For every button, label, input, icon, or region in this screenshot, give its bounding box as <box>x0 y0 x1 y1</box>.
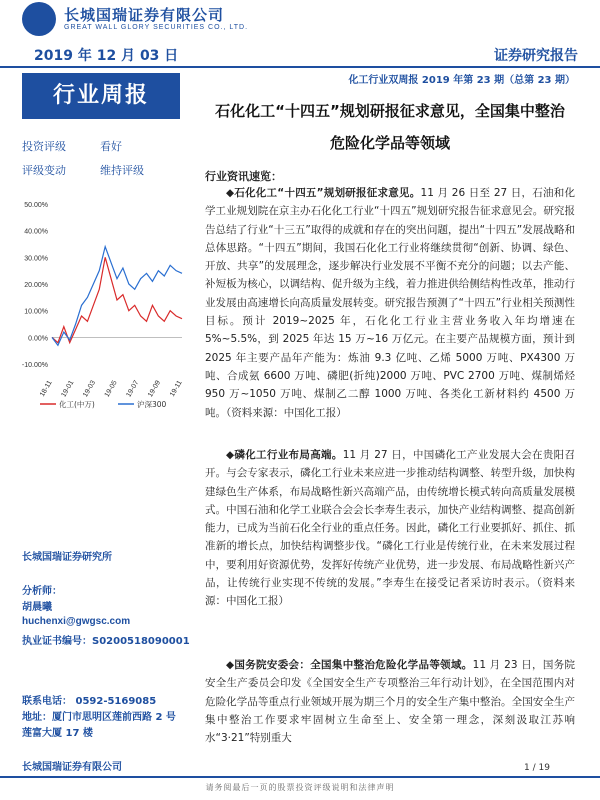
company-name-en: GREAT WALL GLORY SECURITIES CO., LTD. <box>64 24 249 31</box>
title-line-2: 危险化学品等领域 <box>329 134 450 152</box>
section-heading: 行业资讯速览： <box>205 170 282 183</box>
title-line-1: 石化化工“十四五”规划研报征求意见，全国集中整治 <box>215 102 565 120</box>
y-tick-label: 10.00% <box>24 308 48 316</box>
x-tick-label: 18-11 <box>38 379 54 399</box>
analyst-email: huchenxi@gwgsc.com <box>22 616 131 627</box>
y-tick-label: 50.00% <box>24 202 48 209</box>
rating-label: 投资评级 <box>22 140 66 153</box>
page-number: 1 / 19 <box>524 763 550 773</box>
rating-value: 维持评级 <box>100 164 144 177</box>
series-line <box>52 257 182 342</box>
article-body: 11 月 27 日，中国磷化工产业发展大会在贵阳召开。与会专家表示，磷化工行业未来应进一步推动结构调整、转型升级，加快构建绿色生产体系，布局战略性新兴高端产品，由传统增长模式转向高质量发展模式。中国石油和化学工业联合会会长李寿生表示，加快产业结构调整、提高创新能力，已成为当前石化全行业的重点任务。因此，磷化工行业要抓好、抓住、抓准新的增长点，加快结构调整步伐。“磷化工行业是传统行业，在未来发展过程中，要利用好资源优势，发挥好传统产业优势，进一步发展、布局战略性新兴产品，让传统行业实现不传统的发展。”李寿生在接受记者采访时表示。（资料来源：中国化工报） <box>205 449 576 608</box>
contact-address: 地址：厦门市思明区莲前西路 2 号 <box>22 712 176 723</box>
y-tick-label: 40.00% <box>24 228 48 236</box>
company-name-cn: 长城国瑞证券有限公司 <box>64 6 225 24</box>
rating-row <box>22 134 180 158</box>
x-tick-label: 19-09 <box>147 379 163 399</box>
y-tick-label: 0.00% <box>28 335 48 343</box>
rating-value: 看好 <box>100 140 122 153</box>
report-subtitle: 化工行业双周报 2019 年第 23 期（总第 23 期） <box>348 75 575 86</box>
news-article <box>205 446 575 611</box>
footer-divider <box>0 776 600 778</box>
y-tick-label: -10.00% <box>21 362 48 369</box>
news-article <box>205 184 575 422</box>
legend-label: 沪深300 <box>137 400 167 409</box>
legend-label: 化工(中万) <box>59 400 95 409</box>
analyst-label: 分析师： <box>22 586 62 597</box>
rating-row <box>22 158 180 182</box>
research-institute: 长城国瑞证券研究所 <box>22 552 112 563</box>
x-tick-label: 19-07 <box>125 379 141 399</box>
x-tick-label: 19-03 <box>82 379 98 399</box>
rating-table <box>22 134 180 182</box>
article-body: 11 月 23 日，国务院安全生产委员会印发《全国安全生产专项整治三年行动计划》，在全国范围内对危险化学品等重点行业领域开展为期三个月的安全生产集中整治。全国安全生产集中整治工作要求牢固树立生命至上、安全第一理念，深刻汲取江苏响水“3·21”特别重大 <box>205 659 576 745</box>
report-title <box>205 95 575 159</box>
report-type: 证券研究报告 <box>494 48 578 64</box>
article-lead: ◆磷化工行业布局高端。 <box>226 449 343 461</box>
x-tick-label: 19-05 <box>103 379 119 399</box>
article-lead: ◆石化化工“十四五”规划研报征求意见。 <box>226 187 421 199</box>
performance-chart <box>10 196 190 416</box>
news-article <box>205 656 575 747</box>
contact-address-line2: 莲富大厦 17 楼 <box>22 728 93 739</box>
company-logo-icon <box>22 2 56 36</box>
contact-phone: 联系电话： 0592-5169085 <box>22 696 157 707</box>
series-line <box>52 247 182 346</box>
rating-label: 评级变动 <box>22 164 66 177</box>
x-tick-label: 19-11 <box>168 379 184 399</box>
article-body: 11 月 26 日至 27 日，石油和化学工业规划院在京主办石化化工行业“十四五”规划研究报告征求意见会。研究报告总结了行业“十三五”取得的成就和存在的突出问题，提出“十四五”发展战略和总体思路。“十四五”期间，我国石化化工行业将继续贯彻“创新、协调、绿色、开放、共享”的发展理念，逐步解决行业发展不平衡不充分的问题；以去产能、补短板为核心，以调结构、促升级为主线，着力推进供给侧结构性改革，推动行业发展由高速增长向高质量发展转变。研究报告预测了“十四五”行业相关预测性目标。预计 2019~2025 年，石化化工行业主营业务收入年均增速在 5%~5.5%，到 2025 年达 15 万~16 万亿元。在主要产品规模方面，预计到 2025 年主要产品年产能为：炼油 9.3 亿吨、乙烯 5000 万吨、PX4300 万吨、合成氨 6600 万吨、磷肥(折纯)2000 万吨、PVC 2700 万吨、煤制烯烃 950 万~1050 万吨、煤制乙二醇 1000 万吨、各类化工新材料约 4500 万吨。（资料来源：中国化工报） <box>205 187 575 419</box>
left-footer-company: 长城国瑞证券有限公司 <box>22 762 122 773</box>
disclaimer: 请务阅最后一页的股票投资评级说明和法律声明 <box>205 783 395 792</box>
report-date: 2019 年 12 月 03 日 <box>34 48 179 64</box>
header-divider <box>0 66 600 68</box>
analyst-name: 胡晨曦 <box>22 602 52 613</box>
x-tick-label: 19-01 <box>60 379 76 399</box>
article-lead: ◆国务院安委会：全国集中整治危险化学品等领域。 <box>226 659 473 671</box>
report-category-title: 行业周报 <box>22 73 180 119</box>
y-tick-label: 20.00% <box>24 282 48 289</box>
y-tick-label: 30.00% <box>24 255 48 263</box>
analyst-certificate: 执业证书编号：S0200518090001 <box>22 636 190 647</box>
